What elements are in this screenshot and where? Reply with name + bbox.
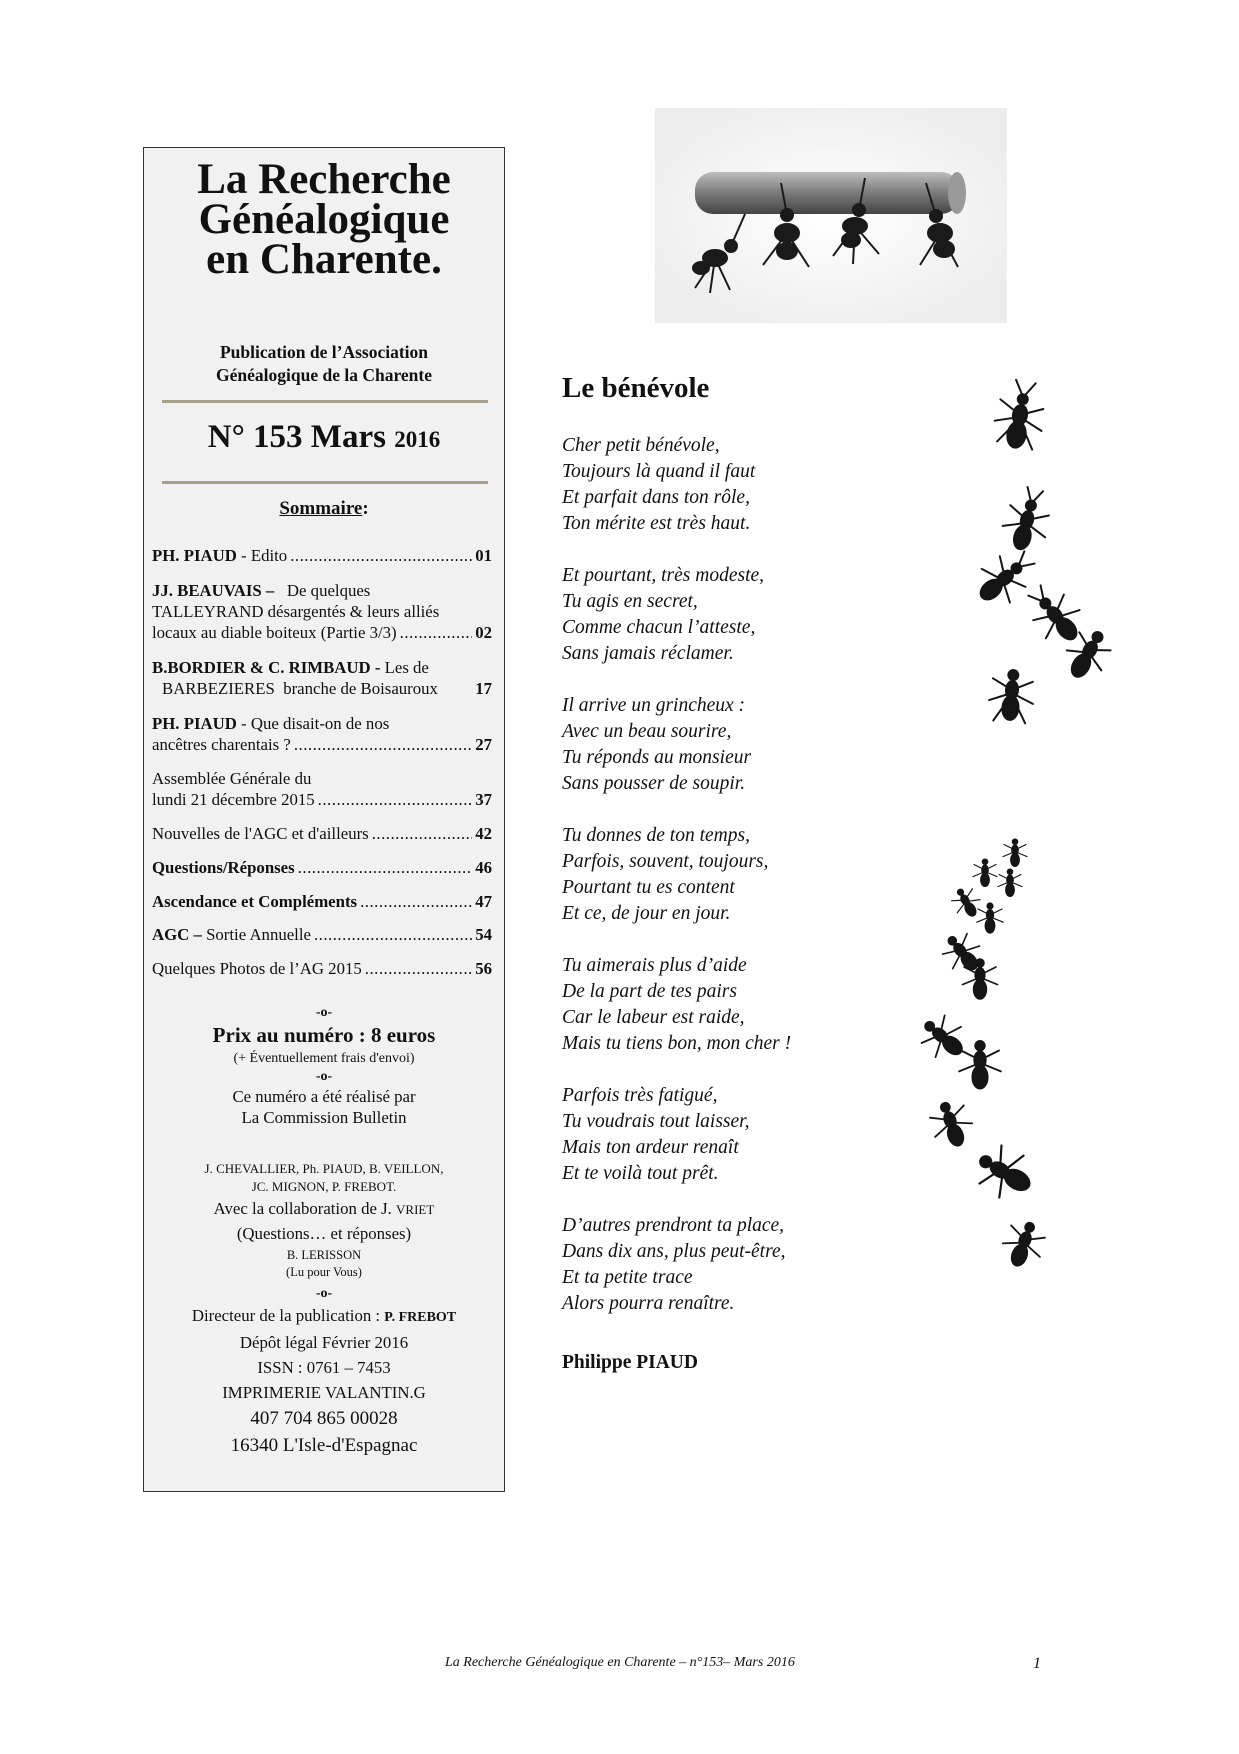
separator: -o- <box>315 1069 333 1084</box>
address: 16340 L'Isle-d'Espagnac <box>230 1435 418 1456</box>
footer-text: La Recherche Généalogique en Charente – n°153– Mars 2016 <box>445 1655 795 1670</box>
sommaire-colon: : <box>362 498 369 519</box>
issue-number <box>144 419 504 456</box>
shipping-note: (+ Éventuellement frais d'envoi) <box>233 1051 415 1066</box>
poem-line: Et ce, de jour en jour. <box>562 903 731 924</box>
poem-line: Avec un beau sourire, <box>562 721 732 742</box>
toc-entry: Assemblée Générale du lundi 21 décembre 2015 ..... 37 <box>152 768 492 810</box>
poem-line: Alors pourra renaître. <box>562 1293 735 1314</box>
toc-entry: Nouvelles de l'AGC et d'ailleurs ..... 42 <box>152 823 492 844</box>
poem-line: Et te voilà tout prêt. <box>562 1163 719 1184</box>
toc-entry: Ascendance et Compléments ..... 47 <box>152 891 492 912</box>
poem-line: Sans jamais réclamer. <box>562 643 734 664</box>
divider <box>162 481 488 484</box>
director-name: P. FREBOT <box>384 1310 457 1325</box>
depot-legal: Dépôt légal Février 2016 <box>239 1333 409 1352</box>
names-line: J. CHEVALLIER, Ph. PIAUD, B. VEILLON, <box>204 1161 444 1176</box>
title-line: La Recherche <box>197 156 451 203</box>
toc-page: 46 <box>475 858 492 877</box>
poem-line: Tu voudrais tout laisser, <box>562 1111 750 1132</box>
toc-page: 37 <box>475 790 492 809</box>
toc-entry: PH. PIAUD - Edito ..... 01 <box>152 545 492 566</box>
toc-entry: JJ. BEAUVAIS – De quelques TALLEYRAND désargentés & leurs alliés locaux au diable boiteux (Partie 3/3) ..... 02 <box>152 580 492 643</box>
poem-line: Et ta petite trace <box>562 1267 693 1288</box>
title-line: Généalogique <box>198 196 450 243</box>
poem-line: Et parfait dans ton rôle, <box>562 487 750 508</box>
separator: -o- <box>315 1005 333 1020</box>
credits <box>144 1086 504 1128</box>
collab-role: (Questions… et réponses) <box>236 1224 412 1243</box>
title-line: en Charente. <box>206 236 442 283</box>
toc-entry: AGC – Sortie Annuelle ..... 54 <box>152 924 492 945</box>
sommaire-heading <box>144 498 504 520</box>
publication-subtitle <box>144 341 504 387</box>
poem-line: Tu donnes de ton temps, <box>562 825 750 846</box>
divider <box>162 400 488 403</box>
poem-line: Tu agis en secret, <box>562 591 698 612</box>
toc-page: 17 <box>475 679 492 698</box>
poem-stanza <box>562 1213 882 1317</box>
toc-page: 01 <box>475 546 492 565</box>
toc-entry: PH. PIAUD - Que disait-on de nos ancêtres charentais ? ..... 27 <box>152 713 492 755</box>
collab-prefix: Avec la collaboration de J. <box>213 1199 397 1218</box>
sommaire-label: Sommaire <box>279 498 363 519</box>
subtitle-line: Publication de l’Association <box>219 342 429 362</box>
price: Prix au numéro : 8 euros <box>212 1023 436 1047</box>
poem-stanza <box>562 563 882 667</box>
committee-names <box>144 1160 504 1196</box>
poem-line: Mais tu tiens bon, mon cher ! <box>562 1033 792 1054</box>
toc-page: 42 <box>475 824 492 843</box>
poem-stanza <box>562 953 882 1057</box>
poem-line: Cher petit bénévole, <box>562 435 720 456</box>
toc-page: 02 <box>475 623 492 642</box>
toc-page: 27 <box>475 735 492 754</box>
poem-line: Il arrive un grincheux : <box>562 695 746 716</box>
toc-entry: Quelques Photos de l’AG 2015 ..... 56 <box>152 958 492 979</box>
poem-body <box>562 433 882 1343</box>
printer-address <box>144 1405 504 1459</box>
poem-line: Mais ton ardeur renaît <box>562 1137 739 1158</box>
poem-line: De la part de tes pairs <box>562 981 737 1002</box>
poem-line: Parfois très fatigué, <box>562 1085 718 1106</box>
poem-line: Toujours là quand il faut <box>562 461 756 482</box>
poem-stanza <box>562 823 882 927</box>
toc-page: 54 <box>475 925 492 944</box>
publication-title <box>144 156 504 283</box>
poem-stanza <box>562 693 882 797</box>
poem-line: Tu réponds au monsieur <box>562 747 752 768</box>
ants-carrying-log-illustration <box>655 108 1007 323</box>
poem-line: Tu aimerais plus d’aide <box>562 955 747 976</box>
collab-name: VRIET <box>396 1202 435 1217</box>
collaboration <box>144 1197 504 1246</box>
credits-line: Ce numéro a été réalisé par <box>232 1087 416 1106</box>
siret: 407 704 865 00028 <box>250 1408 398 1429</box>
poem-line: Pourtant tu es content <box>562 877 735 898</box>
poem-line: Sans pousser de soupir. <box>562 773 746 794</box>
poem-line: Parfois, souvent, toujours, <box>562 851 769 872</box>
names-line: JC. MIGNON, P. FREBOT. <box>251 1179 397 1194</box>
lerisson-name: B. LERISSON <box>286 1248 362 1262</box>
poem-line: Car le labeur est raide, <box>562 1007 745 1028</box>
lu-pour-vous <box>144 1247 504 1281</box>
separator: -o- <box>315 1286 333 1301</box>
poem-line: Comme chacun l’atteste, <box>562 617 756 638</box>
poem-author: Philippe PIAUD <box>562 1352 698 1373</box>
issn: ISSN : 0761 – 7453 <box>257 1358 391 1377</box>
publication-info <box>144 1303 504 1405</box>
credits-line: La Commission Bulletin <box>241 1108 407 1127</box>
issue-label: N° 153 Mars <box>207 419 386 455</box>
poem-line: Ton mérite est très haut. <box>562 513 751 534</box>
poem-stanza <box>562 1083 882 1187</box>
poem-line: Et pourtant, très modeste, <box>562 565 765 586</box>
toc-page: 56 <box>475 959 492 978</box>
poem-stanza <box>562 433 882 537</box>
masthead-box <box>143 147 505 1492</box>
poem-line: D’autres prendront ta place, <box>562 1215 785 1236</box>
page-number: 1 <box>1033 1655 1041 1672</box>
printer: IMPRIMERIE VALANTIN.G <box>222 1383 426 1402</box>
ant-trail-illustration <box>915 360 1115 1360</box>
subtitle-line: Généalogique de la Charente <box>216 365 432 385</box>
toc-page: 47 <box>475 892 492 911</box>
poem-line: Dans dix ans, plus peut-être, <box>562 1241 786 1262</box>
toc-entry: B.BORDIER & C. RIMBAUD - Les de BARBEZIERES branche de Boisauroux 17 <box>152 658 492 698</box>
lerisson-role: (Lu pour Vous) <box>286 1265 362 1279</box>
director-label: Directeur de la publication : <box>191 1306 385 1325</box>
toc-entry: Questions/Réponses ..... 46 <box>152 857 492 878</box>
poem-title: Le bénévole <box>562 372 710 404</box>
issue-year: 2016 <box>394 427 441 452</box>
